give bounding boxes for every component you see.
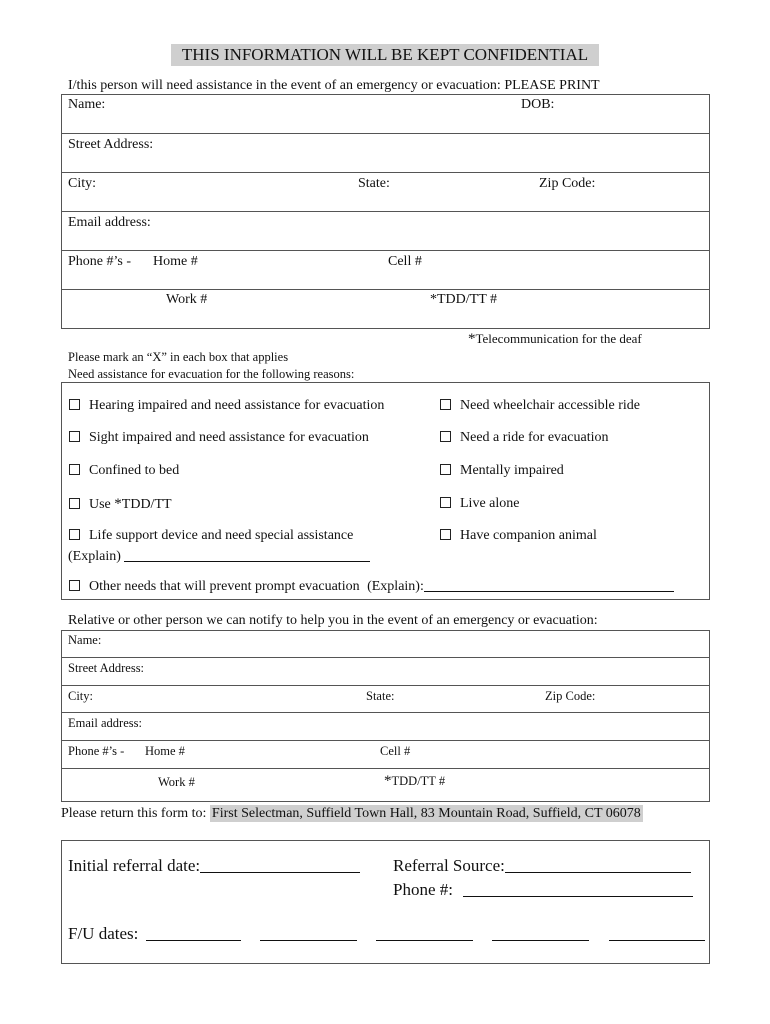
asterisk: *: [114, 496, 122, 512]
relative-phones-label: Phone #’s -: [68, 744, 125, 758]
reason-label: Need a ride for evacuation: [460, 430, 609, 445]
return-info: [61, 806, 643, 822]
relative-tdd-label: TDD/TT #: [391, 774, 446, 788]
relative-cell-phone-field[interactable]: Cell #: [380, 744, 411, 758]
fu-dates-label: F/U dates:: [68, 924, 139, 943]
other-explain-line[interactable]: [424, 591, 674, 592]
zip-code-field[interactable]: Zip Code:: [539, 176, 596, 191]
relative-tdd-phone-field[interactable]: [384, 773, 445, 790]
asterisk: *: [468, 331, 476, 347]
reason-mental[interactable]: [440, 463, 564, 479]
initial-referral-line[interactable]: [200, 872, 360, 873]
state-field[interactable]: State:: [358, 176, 390, 191]
reasons-box: [61, 382, 710, 600]
checkbox[interactable]: [69, 498, 80, 509]
explain-line[interactable]: [124, 561, 370, 562]
life-support-explain[interactable]: [68, 549, 370, 565]
divider: [61, 211, 710, 212]
referral-source-label: Referral Source:: [393, 856, 505, 875]
reason-label: Live alone: [460, 496, 520, 511]
tdd-footnote-text: Telecommunication for the deaf: [475, 331, 642, 346]
divider: [61, 657, 710, 658]
checkbox[interactable]: [69, 529, 80, 540]
reason-label: Other needs that will prevent prompt evacuation: [89, 579, 360, 594]
dob-field[interactable]: DOB:: [521, 97, 555, 112]
checkbox[interactable]: [440, 529, 451, 540]
divider: [61, 768, 710, 769]
checkbox[interactable]: [440, 497, 451, 508]
checkbox[interactable]: [69, 580, 80, 591]
checkbox[interactable]: [69, 431, 80, 442]
fu-dates-field[interactable]: [68, 924, 705, 944]
relative-name-field[interactable]: Name:: [68, 633, 102, 647]
relative-city-field[interactable]: City:: [68, 689, 94, 703]
reason-label: Life support device and need special assistance: [89, 528, 354, 543]
phones-label: Phone #’s -: [68, 254, 131, 269]
reason-label: Hearing impaired and need assistance for evacuation: [89, 398, 385, 413]
relative-home-phone-field[interactable]: Home #: [145, 744, 185, 758]
fu-date-line[interactable]: [376, 940, 473, 941]
fu-date-line[interactable]: [609, 940, 705, 941]
reason-wheelchair[interactable]: [440, 398, 640, 414]
reason-companion[interactable]: [440, 528, 597, 544]
reason-label: Use: [89, 497, 111, 512]
reason-label: Sight impaired and need assistance for evacuation: [89, 430, 369, 445]
divider: [61, 712, 710, 713]
reason-tdd[interactable]: [69, 496, 172, 513]
divider: [61, 289, 710, 290]
divider: [61, 740, 710, 741]
reason-label: TDD/TT: [121, 497, 172, 512]
fu-date-line[interactable]: [146, 940, 241, 941]
initial-referral-date-field[interactable]: [68, 856, 360, 876]
divider: [61, 250, 710, 251]
asterisk: *: [384, 773, 392, 789]
home-phone-field[interactable]: Home #: [153, 254, 198, 269]
fu-date-line[interactable]: [260, 940, 357, 941]
explain-label: (Explain):: [367, 579, 424, 594]
relative-state-field[interactable]: State:: [366, 689, 395, 703]
reason-ride[interactable]: [440, 430, 608, 446]
checkbox[interactable]: [69, 399, 80, 410]
tdd-phone-field[interactable]: *TDD/TT #: [430, 292, 498, 307]
street-address-field[interactable]: Street Address:: [68, 137, 154, 152]
page-title: THIS INFORMATION WILL BE KEPT CONFIDENTIAL: [171, 44, 599, 66]
reason-label: Have companion animal: [460, 528, 597, 543]
relative-zip-field[interactable]: Zip Code:: [545, 689, 596, 703]
referral-source-line[interactable]: [505, 872, 691, 873]
relative-work-phone-field[interactable]: Work #: [158, 775, 195, 789]
reason-other[interactable]: [69, 579, 674, 595]
intro-text: I/this person will need assistance in the event of an emergency or evacuation: PLEASE PRINT: [68, 78, 600, 93]
checkbox[interactable]: [440, 431, 451, 442]
referral-source-field[interactable]: [393, 856, 691, 876]
initial-referral-label: Initial referral date:: [68, 856, 201, 875]
return-address: First Selectman, Suffield Town Hall, 83 Mountain Road, Suffield, CT 06078: [211, 806, 641, 821]
city-field[interactable]: City:: [68, 176, 97, 191]
reason-label: Confined to bed: [89, 463, 180, 478]
relative-intro: Relative or other person we can notify to help you in the event of an emergency or evacuation:: [68, 613, 598, 628]
tdd-footnote: [468, 331, 642, 348]
reason-label: Mentally impaired: [460, 463, 564, 478]
fu-date-line[interactable]: [492, 940, 589, 941]
referral-phone-line[interactable]: [463, 896, 693, 897]
instructions-line2: Need assistance for evacuation for the following reasons:: [68, 367, 355, 381]
email-field[interactable]: Email address:: [68, 215, 151, 230]
reason-alone[interactable]: [440, 496, 519, 512]
relative-email-field[interactable]: Email address:: [68, 716, 142, 730]
reason-hearing[interactable]: [69, 398, 384, 414]
reason-label: Need wheelchair accessible ride: [460, 398, 640, 413]
referral-phone-label: Phone #:: [393, 880, 453, 899]
relative-street-field[interactable]: Street Address:: [68, 661, 145, 675]
checkbox[interactable]: [69, 464, 80, 475]
cell-phone-field[interactable]: Cell #: [388, 254, 422, 269]
divider: [61, 133, 710, 134]
reason-sight[interactable]: [69, 430, 369, 446]
reason-life-support[interactable]: [69, 528, 353, 544]
instructions-line1: Please mark an “X” in each box that applies: [68, 350, 289, 364]
work-phone-field[interactable]: Work #: [166, 292, 208, 307]
reason-bed[interactable]: [69, 463, 179, 479]
return-label: Please return this form to:: [61, 806, 207, 821]
divider: [61, 172, 710, 173]
checkbox[interactable]: [440, 399, 451, 410]
referral-phone-field[interactable]: [393, 880, 693, 900]
divider: [61, 685, 710, 686]
name-field[interactable]: Name:: [68, 97, 106, 112]
explain-label: (Explain): [68, 549, 121, 564]
checkbox[interactable]: [440, 464, 451, 475]
